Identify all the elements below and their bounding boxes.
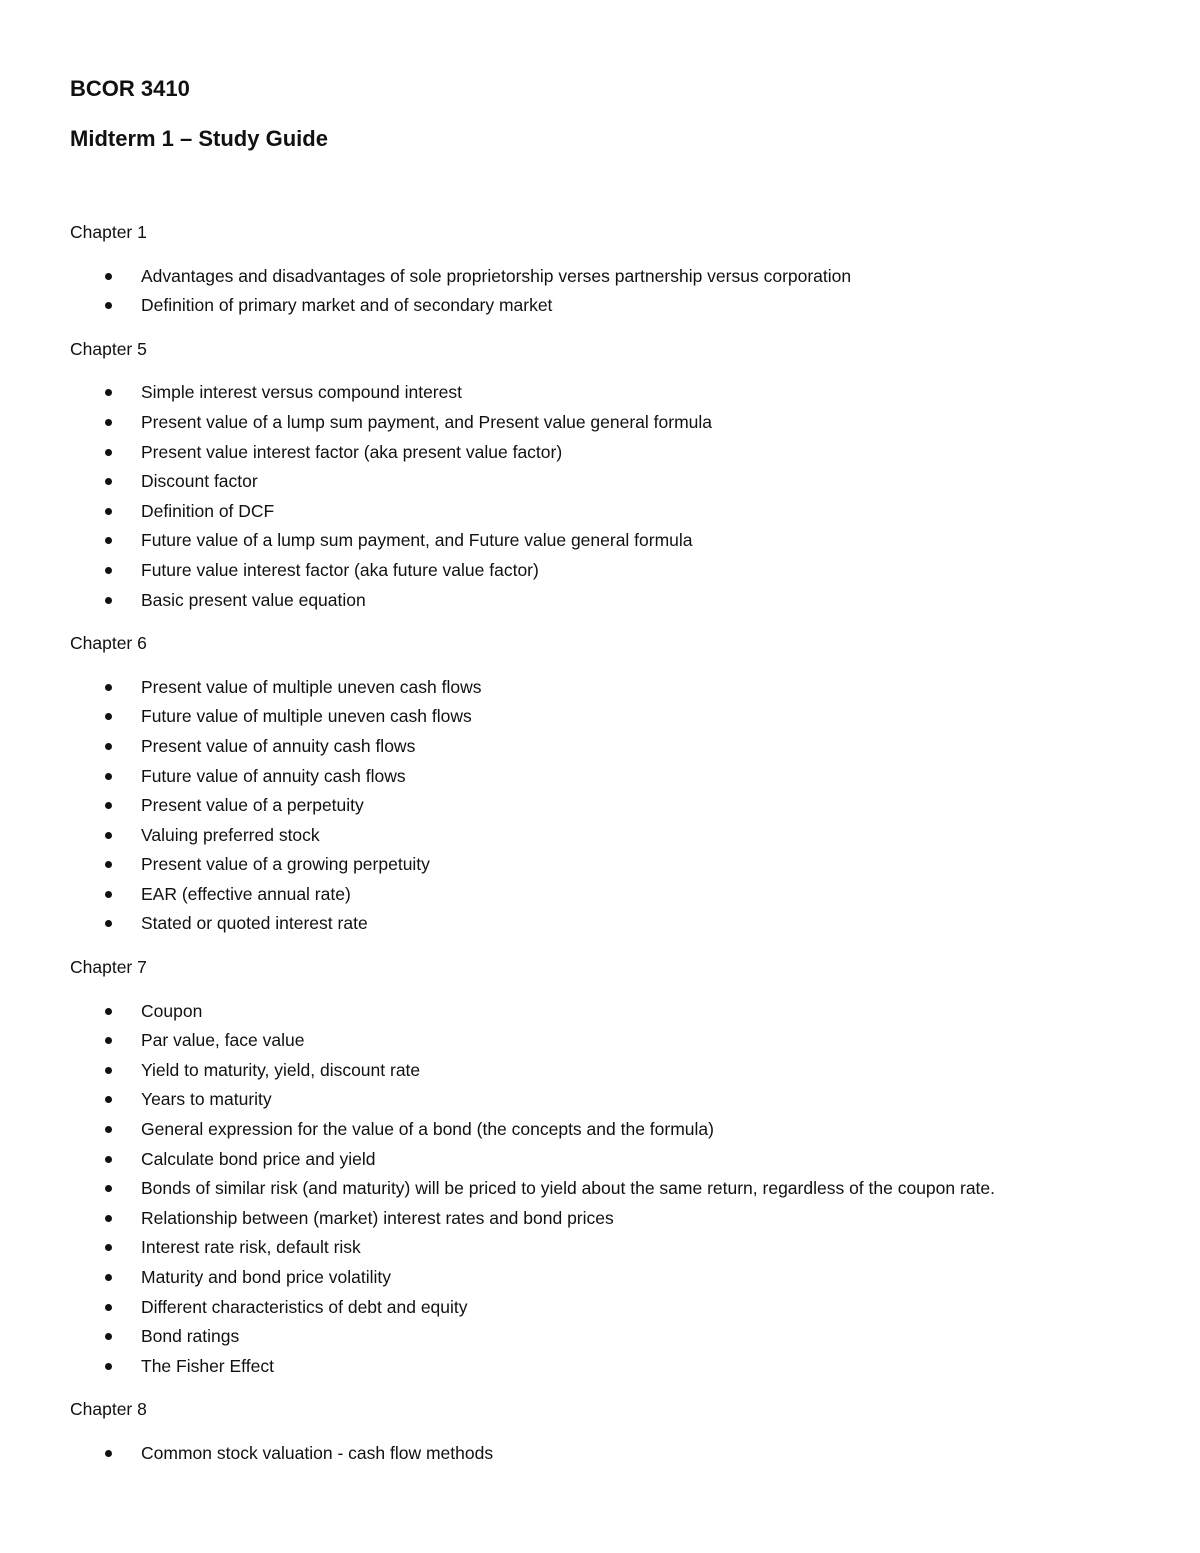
chapter-section (70, 1395, 1170, 1468)
course-code: BCOR 3410 (70, 76, 190, 101)
topic-list-item (70, 909, 1170, 939)
topic-text: Future value interest factor (aka future value factor) (141, 559, 539, 580)
bullet-icon (105, 1450, 112, 1457)
topic-list-item (70, 1352, 1170, 1382)
bullet-icon (105, 478, 112, 485)
topic-list-item (70, 497, 1170, 527)
topic-list-item (70, 1056, 1170, 1086)
topic-text: Relationship between (market) interest rates and bond prices (141, 1207, 614, 1228)
topic-text: Discount factor (141, 471, 258, 492)
topic-list-item (70, 556, 1170, 586)
topic-list-item (70, 1322, 1170, 1352)
bullet-icon (105, 1156, 112, 1163)
topic-list-item (70, 408, 1170, 438)
topic-list-item (70, 1174, 1170, 1204)
topic-text: Interest rate risk, default risk (141, 1237, 361, 1258)
topic-list-item (70, 997, 1170, 1027)
topic-text: Future value of a lump sum payment, and Future value general formula (141, 530, 693, 551)
bullet-icon (105, 1363, 112, 1370)
document-title: Midterm 1 – Study Guide (70, 126, 328, 151)
bullet-icon (105, 1304, 112, 1311)
bullet-icon (105, 832, 112, 839)
topic-list (70, 378, 1170, 615)
topic-text: Yield to maturity, yield, discount rate (141, 1059, 421, 1080)
chapter-section (70, 218, 1170, 321)
topic-text: Present value of annuity cash flows (141, 735, 416, 756)
topic-text: Future value of multiple uneven cash flows (141, 706, 472, 727)
topic-text: Maturity and bond price volatility (141, 1267, 391, 1287)
topic-text: General expression for the value of a bond (the concepts and the formula) (141, 1119, 714, 1140)
topic-text: Definition of primary market and of secondary market (141, 295, 553, 316)
topic-text: Definition of DCF (141, 500, 275, 521)
bullet-icon (105, 537, 112, 544)
topic-list-item (70, 438, 1170, 468)
bullet-icon (105, 1096, 112, 1103)
topic-list-item (70, 1115, 1170, 1145)
topic-list-item (70, 1293, 1170, 1323)
topic-text: Common stock valuation - cash flow methods (141, 1442, 494, 1463)
bullet-icon (105, 1008, 112, 1015)
topic-list-item (70, 1145, 1170, 1175)
bullet-icon (105, 508, 112, 515)
chapter-heading: Chapter 5 (70, 338, 147, 359)
bullet-icon (105, 891, 112, 898)
topic-text: Par value, face value (141, 1030, 305, 1051)
topic-list-item (70, 378, 1170, 408)
bullet-icon (105, 389, 112, 396)
topic-text: Bonds of similar risk (and maturity) will be priced to yield about the same return, regardless of the coupon rate. (141, 1178, 996, 1199)
topic-text: Different characteristics of debt and equity (141, 1296, 468, 1317)
topic-text: The Fisher Effect (141, 1355, 274, 1376)
chapter-sections (70, 218, 1170, 1483)
bullet-icon (105, 743, 112, 750)
bullet-icon (105, 567, 112, 574)
topic-text: Basic present value equation (141, 589, 366, 610)
topic-list-item (70, 1233, 1170, 1263)
topic-text: Stated or quoted interest rate (141, 913, 368, 934)
topic-list-item (70, 291, 1170, 321)
topic-list (70, 997, 1170, 1382)
chapter-section (70, 629, 1170, 939)
topic-list-item (70, 762, 1170, 792)
topic-text: Valuing preferred stock (141, 824, 320, 845)
bullet-icon (105, 302, 112, 309)
bullet-icon (105, 684, 112, 691)
bullet-icon (105, 273, 112, 280)
topic-text: Advantages and disadvantages of sole proprietorship verses partnership versus corporation (141, 265, 852, 286)
bullet-icon (105, 597, 112, 604)
topic-list-item (70, 467, 1170, 497)
topic-text: Present value interest factor (aka present value factor) (141, 441, 563, 462)
bullet-icon (105, 1126, 112, 1133)
bullet-icon (105, 920, 112, 927)
topic-list-item (70, 586, 1170, 616)
topic-list-item (70, 791, 1170, 821)
bullet-icon (105, 1067, 112, 1074)
topic-text: Coupon (141, 1000, 203, 1021)
topic-list-item (70, 1263, 1170, 1293)
bullet-icon (105, 1037, 112, 1044)
chapter-section (70, 953, 1170, 1381)
topic-list-item (70, 673, 1170, 703)
bullet-icon (105, 449, 112, 456)
topic-list (70, 1439, 1170, 1469)
topic-list-item (70, 850, 1170, 880)
topic-list-item (70, 1085, 1170, 1115)
topic-text: Present value of a perpetuity (141, 795, 364, 816)
topic-list-item (70, 821, 1170, 851)
topic-text: Simple interest versus compound interest (141, 382, 462, 403)
topic-list-item (70, 1204, 1170, 1234)
bullet-icon (105, 1244, 112, 1251)
topic-list-item (70, 262, 1170, 292)
topic-list (70, 262, 1170, 321)
topic-list (70, 673, 1170, 939)
chapter-section (70, 335, 1170, 615)
topic-text: Present value of a lump sum payment, and Present value general formula (141, 411, 713, 432)
topic-text: Calculate bond price and yield (141, 1148, 376, 1169)
topic-text: Years to maturity (141, 1089, 272, 1110)
chapter-heading: Chapter 8 (70, 1399, 147, 1420)
topic-list-item (70, 1439, 1170, 1469)
bullet-icon (105, 1215, 112, 1222)
topic-list-item (70, 702, 1170, 732)
bullet-icon (105, 1185, 112, 1192)
bullet-icon (105, 773, 112, 780)
bullet-icon (105, 1333, 112, 1340)
topic-text: Present value of multiple uneven cash flows (141, 676, 482, 697)
bullet-icon (105, 419, 112, 426)
bullet-icon (105, 1274, 112, 1281)
topic-list-item (70, 880, 1170, 910)
topic-text: Present value of a growing perpetuity (141, 854, 430, 875)
chapter-heading: Chapter 6 (70, 633, 147, 654)
bullet-icon (105, 802, 112, 809)
topic-list-item (70, 1026, 1170, 1056)
topic-text: Future value of annuity cash flows (141, 765, 406, 786)
chapter-heading: Chapter 1 (70, 222, 147, 242)
chapter-heading: Chapter 7 (70, 957, 147, 978)
topic-list-item (70, 526, 1170, 556)
bullet-icon (105, 713, 112, 720)
topic-text: Bond ratings (141, 1326, 240, 1347)
topic-text: EAR (effective annual rate) (141, 883, 351, 904)
topic-list-item (70, 732, 1170, 762)
bullet-icon (105, 861, 112, 868)
